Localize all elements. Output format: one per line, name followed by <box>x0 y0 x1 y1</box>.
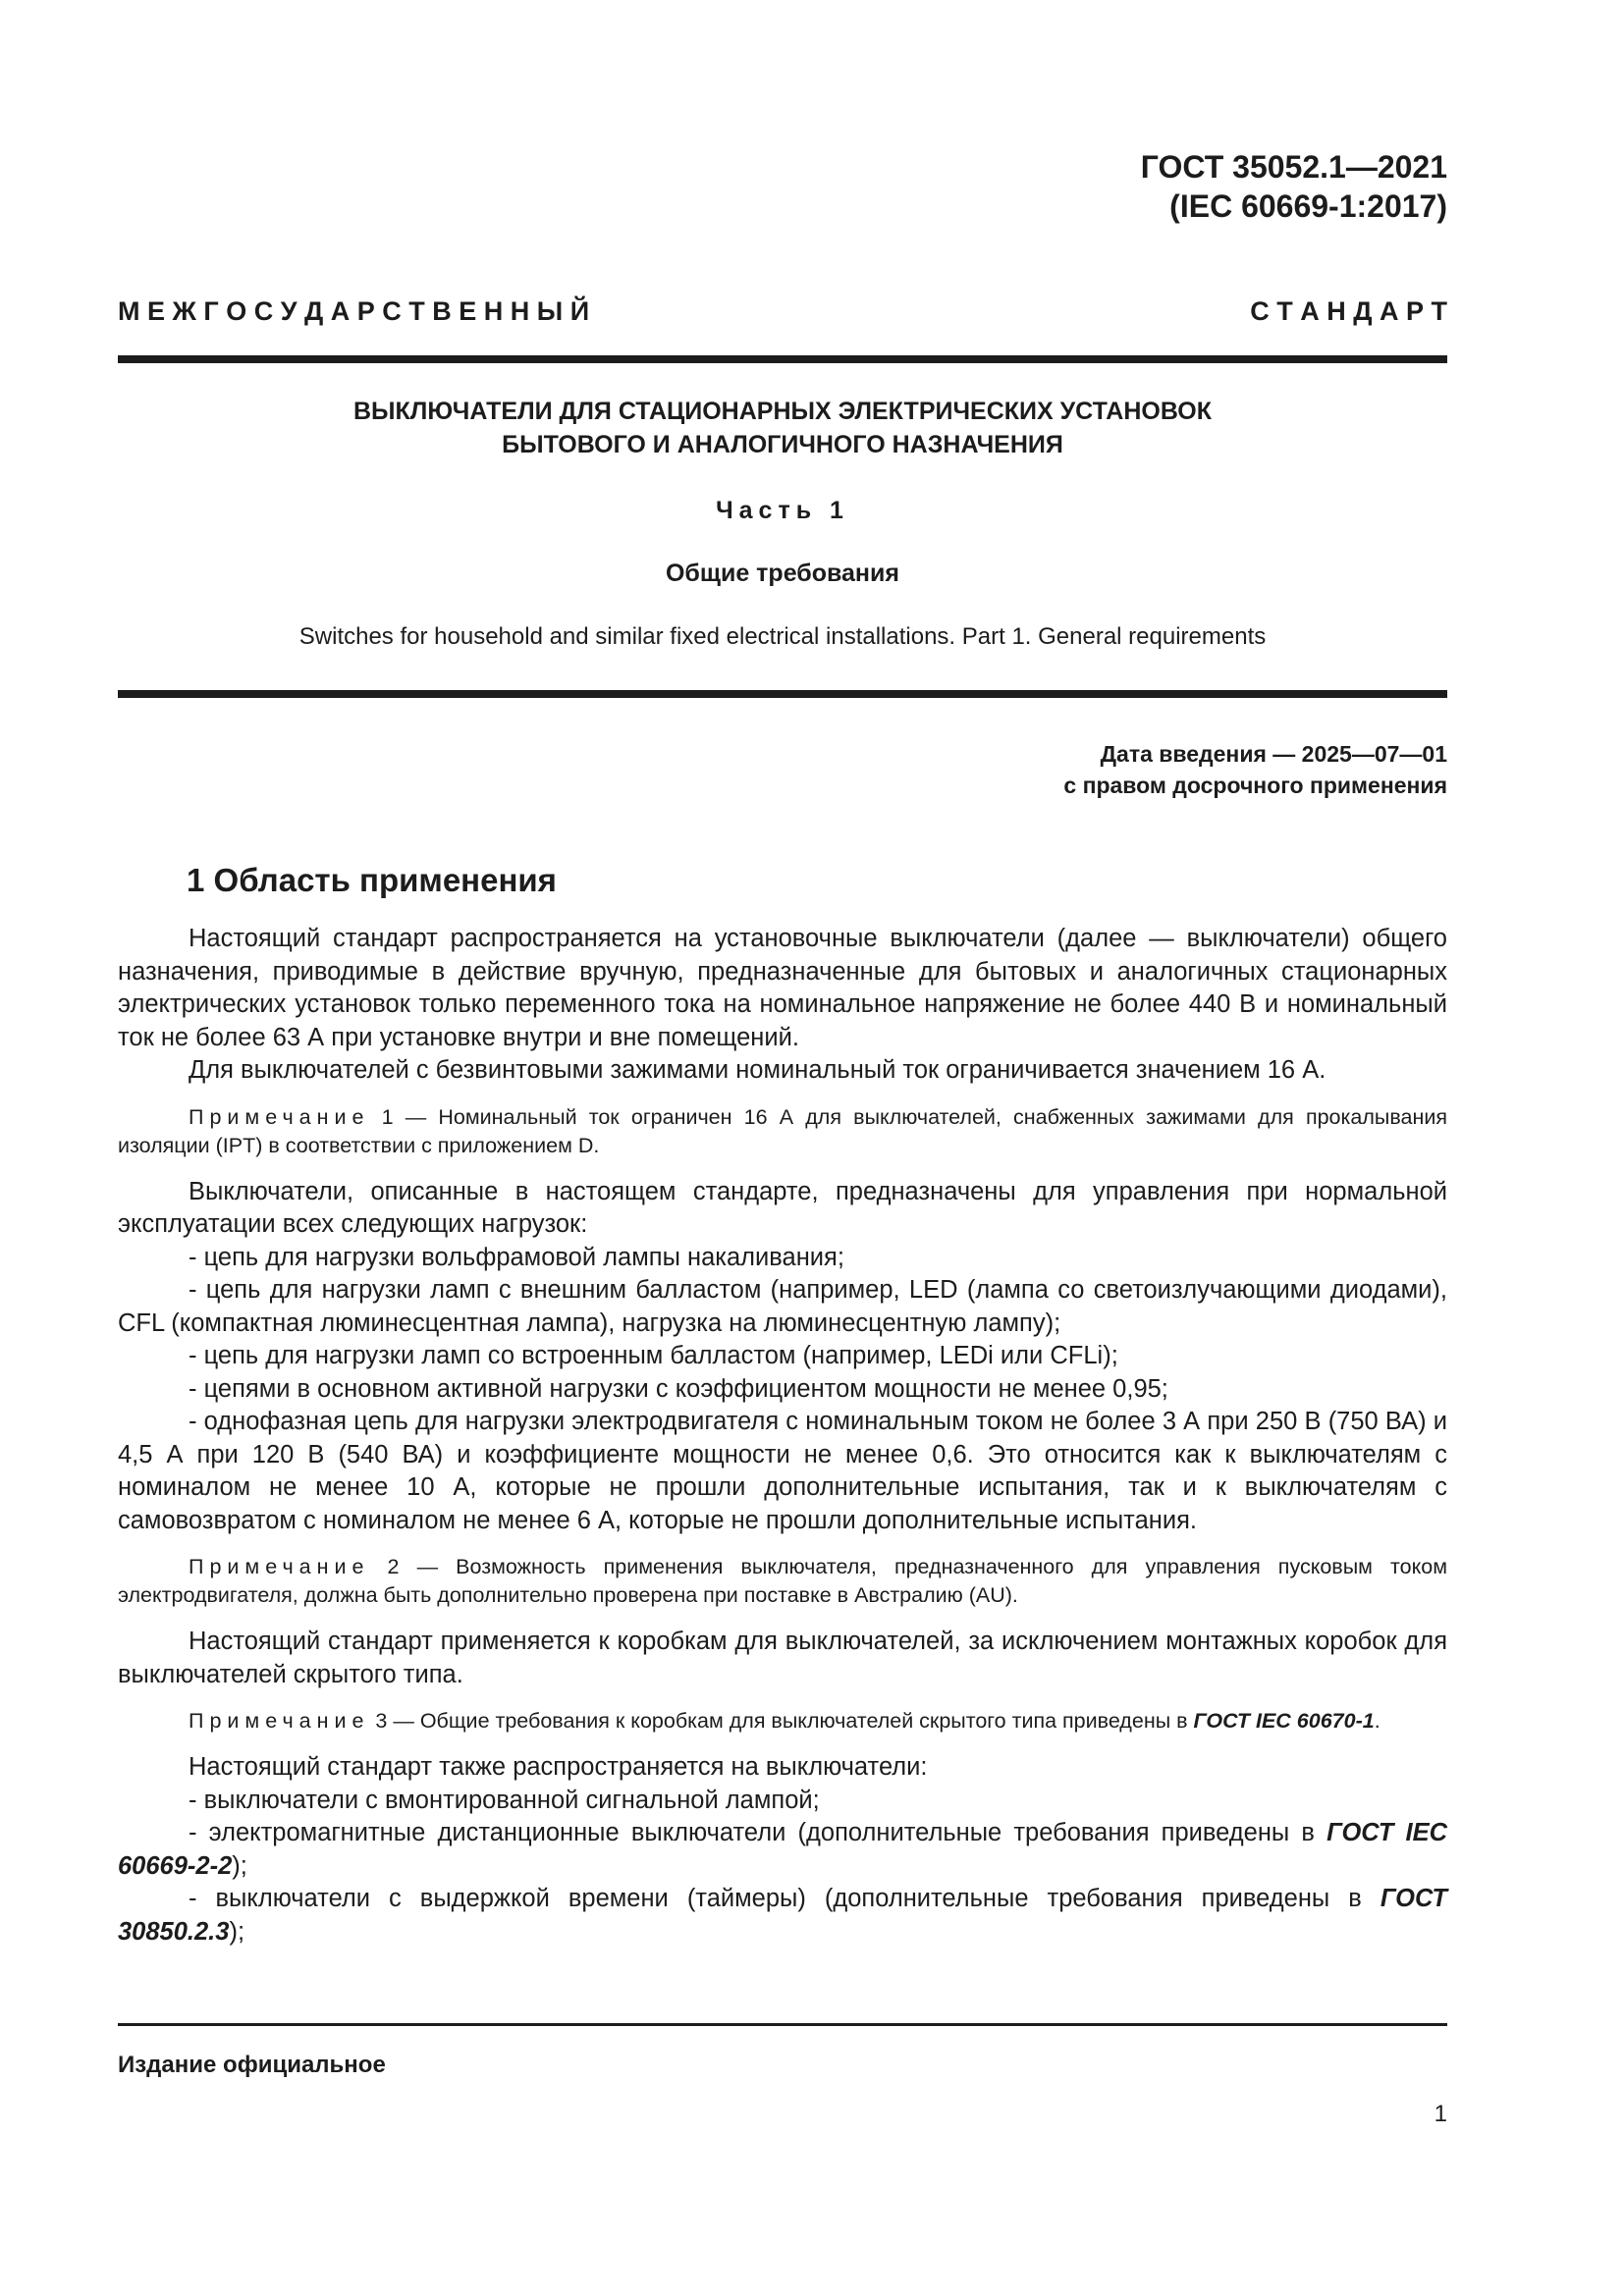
section-body <box>118 923 1447 1949</box>
standard-reference: ГОСТ IEC 60669-2-2 <box>118 1819 1448 1880</box>
note-1 <box>118 1103 1447 1160</box>
standard-code: ГОСТ 35052.1—2021 <box>1140 149 1447 185</box>
part-number: Часть 1 <box>716 497 849 524</box>
title-line-1: ВЫКЛЮЧАТЕЛИ ДЛЯ СТАЦИОНАРНЫХ ЭЛЕКТРИЧЕСКИХ УСТАНОВОК <box>353 398 1212 425</box>
paragraph-also-applies: Настоящий стандарт также распространяется на выключатели: <box>189 1753 928 1781</box>
official-edition-label: Издание официальное <box>118 2052 386 2078</box>
note-label: Примечание <box>189 1709 370 1733</box>
footer-divider <box>118 2023 1447 2026</box>
list-item-text: - выключатели с выдержкой времени (таймеры) (дополнительные требования приведены в <box>189 1885 1380 1912</box>
list-item: - цепь для нагрузки ламп со встроенным балластом (например, LEDi или CFLi); <box>189 1342 1118 1369</box>
list-item: - однофазная цепь для нагрузки электродвигателя с номинальным током не более 3 А при 250 В (750 ВА) и 4,5 А при 120 В (540 ВА) и коэффициенте мощности не менее 0,6. Это относится как к выключателям с номиналом не менее 10 А, которые не прошли дополнительные испытания, так и к выключателям с самовозвратом с номиналом не менее 6 А, которые не прошли дополнительные испытания. <box>118 1408 1447 1534</box>
note-text: 3 — Общие требования к коробкам для выключателей скрытого типа приведены в <box>369 1709 1194 1733</box>
list-item: - цепь для нагрузки вольфрамовой лампы накаливания; <box>189 1243 844 1271</box>
introduction-date-block <box>1063 738 1447 801</box>
list-item <box>118 1817 1447 1883</box>
list-item: - цепями в основном активной нагрузки с коэффициентом мощности не менее 0,95; <box>189 1374 1168 1403</box>
note-text: 1 — Номинальный ток ограничен 16 А для выключателей, снабженных зажимами для прокалывания изоляции (IPT) в соответствии с приложением D. <box>118 1104 1447 1157</box>
note-3 <box>118 1707 1447 1735</box>
title-line-2: БЫТОВОГО И АНАЛОГИЧНОГО НАЗНАЧЕНИЯ <box>502 431 1063 458</box>
paragraph-scope: Настоящий стандарт распространяется на установочные выключатели (далее — выключатели) общего назначения, приводимые в действие вручную, предназначенные для бытовых и аналогичных стационарных электрических установок только переменного тока на номинальное напряжение не более 440 В и номинальный ток не более 63 А при установке внутри и вне помещений. <box>118 925 1447 1051</box>
paragraph-screwless: Для выключателей с безвинтовыми зажимами номинальный ток ограничивается значением 16 А. <box>189 1056 1326 1084</box>
standard-designation <box>1141 147 1447 226</box>
english-title: Switches for household and similar fixed electrical installations. Part 1. General requirements <box>298 623 1267 650</box>
document-title <box>118 395 1447 461</box>
list-item <box>118 1883 1447 1949</box>
paragraph-loads: Выключатели, описанные в настоящем стандарте, предназначены для управления при нормальной эксплуатации всех следующих нагрузок: <box>118 1177 1447 1238</box>
list-item: - выключатели с вмонтированной сигнальной лампой; <box>189 1786 820 1814</box>
list-item-text: - электромагнитные дистанционные выключатели (дополнительные требования приведены в <box>189 1819 1327 1846</box>
top-divider <box>118 355 1447 363</box>
paragraph-boxes: Настоящий стандарт применяется к коробкам для выключателей, за исключением монтажных коробок для выключателей скрытого типа. <box>118 1628 1447 1688</box>
list-item-end: ); <box>232 1851 247 1880</box>
banner-left: М Е Ж Г О С У Д А Р С Т В Е Н Н Ы Й <box>118 296 590 326</box>
section-heading: 1 Область применения <box>187 862 557 898</box>
standard-reference: ГОСТ IEC 60670-1 <box>1193 1709 1375 1733</box>
note-end: . <box>1374 1709 1380 1733</box>
list-item: - цепь для нагрузки ламп с внешним балластом (например, LED (лампа со светоизлучающими диодами), CFL (компактная люминесцентная лампа), нагрузка на люминесцентную лампу); <box>118 1276 1447 1337</box>
introduction-date: Дата введения — 2025—07—01 <box>1100 741 1447 767</box>
early-application: с правом досрочного применения <box>1063 773 1447 798</box>
note-label: Примечание <box>189 1555 370 1578</box>
page-number: 1 <box>1434 2101 1447 2127</box>
note-text: 2 — Возможность применения выключателя, предназначенного для управления пусковым током электродвигателя, должна быть дополнительно проверена при поставке в Австралию (AU). <box>118 1555 1447 1607</box>
interstate-standard-banner <box>118 294 1447 328</box>
iec-reference: (IEC 60669-1:2017) <box>1169 188 1447 224</box>
standard-reference: ГОСТ 30850.2.3 <box>118 1885 1447 1946</box>
note-2 <box>118 1553 1447 1610</box>
note-label: Примечание <box>189 1104 370 1129</box>
title-divider <box>118 690 1447 698</box>
document-subtitle: Общие требования <box>665 560 899 587</box>
banner-right: С Т А Н Д А Р Т <box>1250 296 1447 326</box>
list-item-end: ); <box>229 1917 245 1946</box>
